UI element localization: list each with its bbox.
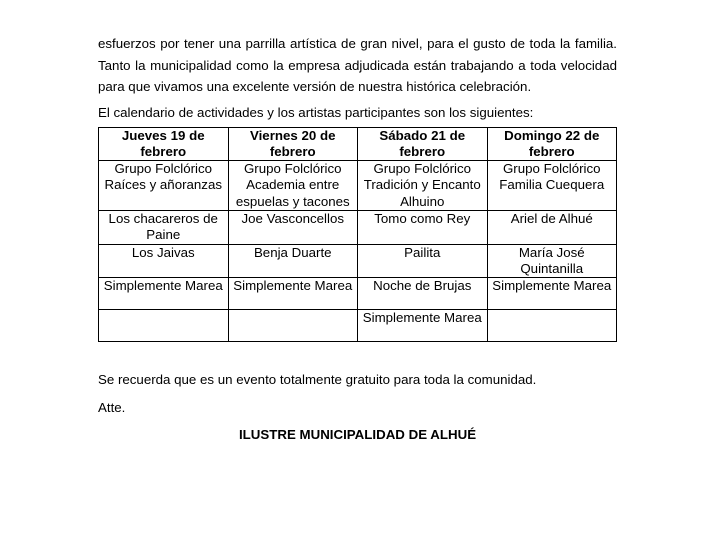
sign-off: Atte. — [98, 400, 126, 416]
table-cell: Grupo Folclórico Tradición y Encanto Alhuino — [358, 161, 488, 211]
header-cell-saturday: Sábado 21 de febrero — [358, 127, 488, 161]
table-cell: Noche de Brujas — [358, 278, 488, 310]
table-row — [99, 210, 617, 244]
table-cell — [487, 310, 617, 342]
table-row — [99, 278, 617, 310]
table-row — [99, 310, 617, 342]
header-cell-friday: Viernes 20 de febrero — [228, 127, 358, 161]
schedule-table — [98, 127, 617, 343]
table-cell — [99, 310, 229, 342]
table-cell: Joe Vasconcellos — [228, 210, 358, 244]
table-cell: Benja Duarte — [228, 244, 358, 278]
table-cell: Tomo como Rey — [358, 210, 488, 244]
schedule-lead-sentence: El calendario de actividades y los artistas participantes son los siguientes: — [98, 104, 534, 120]
table-cell: Grupo Folclórico Academia entre espuelas y tacones — [228, 161, 358, 211]
header-cell-sunday: Domingo 22 de febrero — [487, 127, 617, 161]
table-cell: Ariel de Alhué — [487, 210, 617, 244]
table-row — [99, 244, 617, 278]
signature: ILUSTRE MUNICIPALIDAD DE ALHUÉ — [238, 427, 477, 443]
table-cell: María José Quintanilla — [487, 244, 617, 278]
table-cell: Grupo Folclórico Raíces y añoranzas — [99, 161, 229, 211]
table-cell: Simplemente Marea — [228, 278, 358, 310]
document-page — [98, 33, 617, 445]
table-cell — [228, 310, 358, 342]
closing-sentence: Se recuerda que es un evento totalmente gratuito para toda la comunidad. — [98, 372, 537, 388]
intro-paragraph: esfuerzos por tener una parrilla artística de gran nivel, para el gusto de toda la familia. Tanto la municipalidad como la empresa adjudicada están trabajando a toda velocidad para que vivamos una excelente versión de nuestra histórica celebración. — [98, 36, 617, 94]
header-cell-thursday: Jueves 19 de febrero — [99, 127, 229, 161]
table-row — [99, 161, 617, 211]
table-cell: Simplemente Marea — [358, 310, 488, 342]
table-cell: Los Jaivas — [99, 244, 229, 278]
table-cell: Simplemente Marea — [99, 278, 229, 310]
table-cell: Grupo Folclórico Familia Cuequera — [487, 161, 617, 211]
table-cell: Los chacareros de Paine — [99, 210, 229, 244]
table-cell: Pailita — [358, 244, 488, 278]
schedule-header-row — [99, 127, 617, 161]
table-cell: Simplemente Marea — [487, 278, 617, 310]
